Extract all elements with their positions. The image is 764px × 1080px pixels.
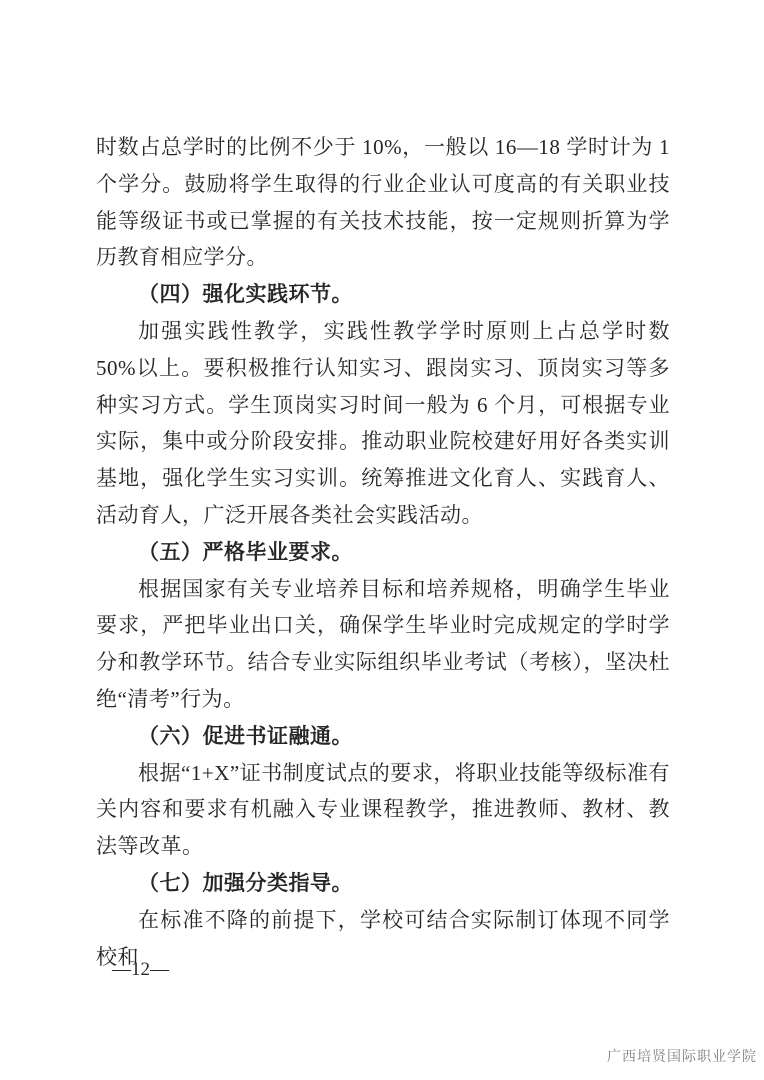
paragraph-section-7: 在标准不降的前提下，学校可结合实际制订体现不同学校和 [96,907,670,969]
section-heading-4: （四）强化实践环节。 [138,282,353,307]
institution-watermark: 广西培贤国际职业学院 [607,1048,757,1064]
paragraph-section-6: 根据“1+X”证书制度试点的要求，将职业技能等级标准有关内容和要求有机融入专业课程教学，推进教师、教材、教法等改革。 [96,760,670,859]
page-number: —12— [112,959,169,980]
paragraph-section-5: 根据国家有关专业培养目标和培养规格，明确学生毕业要求，严把毕业出口关，确保学生毕业时完成规定的学时学分和教学环节。结合专业实际组织毕业考试（考核），坚决杜绝“清考”行为。 [96,576,670,711]
document-body [96,129,670,975]
paragraph-continuation: 时数占总学时的比例不少于 10%，一般以 16—18 学时计为 1 个学分。鼓励将学生取得的行业企业认可度高的有关职业技能等级证书或已掌握的有关技术技能，按一定规则折算为学历教育相应学分。 [96,135,670,270]
paragraph-section-4: 加强实践性教学，实践性教学学时原则上占总学时数 50%以上。要积极推行认知实习、跟岗实习、顶岗实习等多种实习方式。学生顶岗实习时间一般为 6 个月，可根据专业实际，集中或分阶段安排。推动职业院校建好用好各类实训基地，强化学生实习实训。统筹推进文化育人、实践育人、活动育人，广泛开展各类社会实践活动。 [96,318,670,527]
section-heading-7: （七）加强分类指导。 [138,870,353,895]
section-heading-5: （五）严格毕业要求。 [138,539,353,564]
section-heading-6: （六）促进书证融通。 [138,723,353,748]
